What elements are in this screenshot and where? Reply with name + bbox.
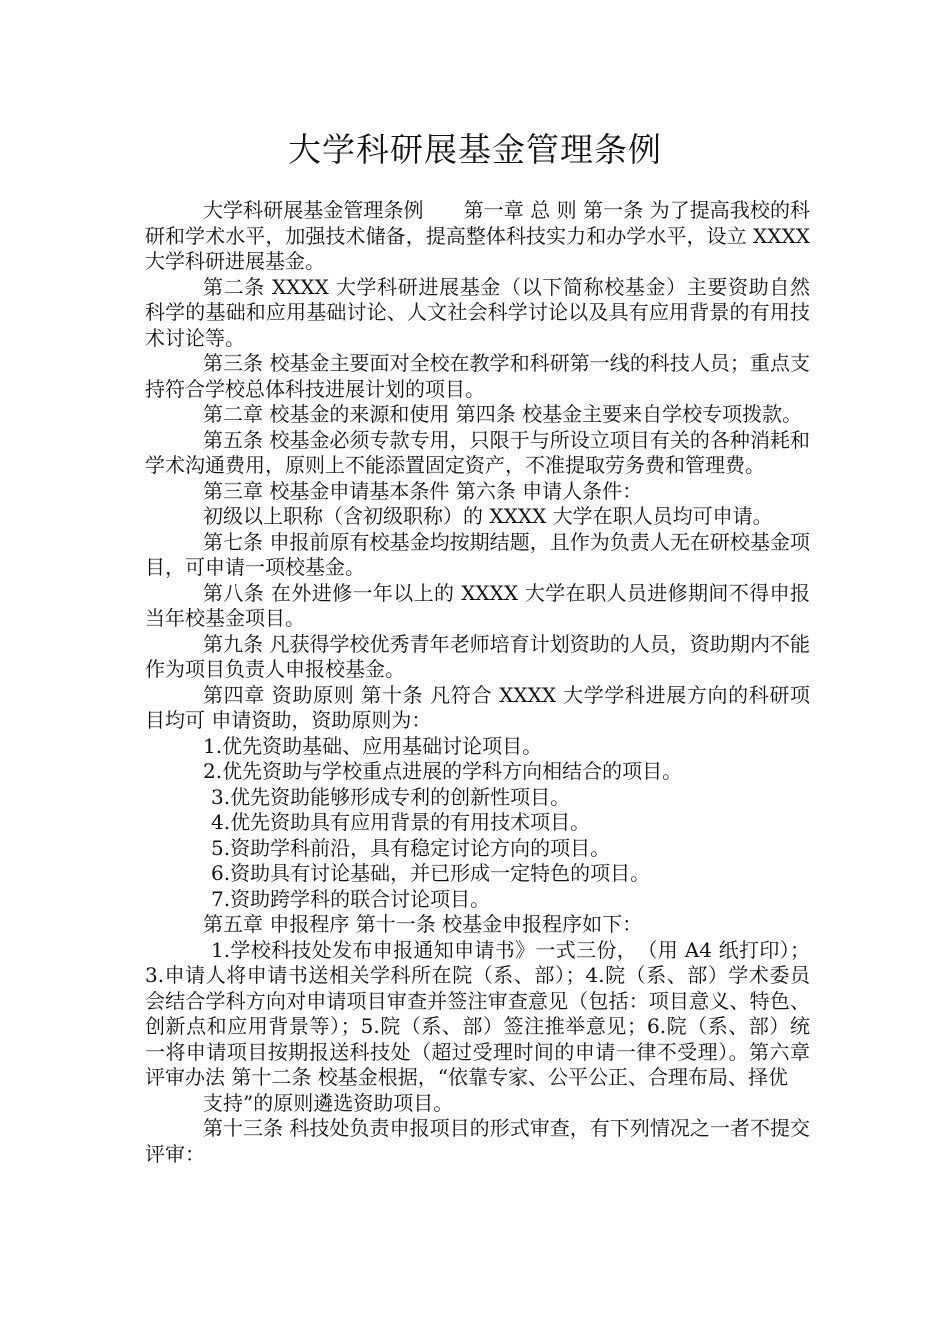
paragraph: 第二条 XXXX 大学科研进展基金（以下简称校基金）主要资助自然科学的基础和应用基础讨论、人文社会科学讨论以及具有应用背景的有用技术讨论等。 — [145, 274, 810, 350]
paragraph: 支持”的原则遴选资助项目。 — [203, 1090, 454, 1115]
document-body — [145, 198, 810, 1167]
paragraph: 第七条 申报前原有校基金均按期结题，且作为负责人无在研校基金项目，可申请一项校基金。 — [145, 529, 810, 579]
paragraph: 第三条 校基金主要面对全校在教学和科研第一线的科技人员；重点支持符合学校总体科技进展计划的项目。 — [145, 351, 810, 401]
paragraph: 初级以上职称（含初级职称）的 XXXX 大学在职人员均可申请。 — [203, 504, 773, 528]
document-title: 大学科研展基金管理条例 — [288, 130, 662, 169]
paragraph: 第四章 资助原则 第十条 凡符合 XXXX 大学学科进展方向的科研项目均可 申请资助，资助原则为： — [145, 682, 810, 732]
paragraph: 1.学校科技处发布申报通知申请书》一式三份， （用 A4 纸打印）；3.申请人将申请书送相关学科所在院（系、部）；4.院（系、部）学术委员会结合学科方向对申请项目审查并签注审查意见（包括：项目意义、特色、创新点和应用背景等）；5.院（系、部）签注推举意见；6.院（系、部）统一将申请项目按期报送科技处（超过受理时间的申请一律不受理）。第六章 评审办法 第十二条 校基金根据，“依靠专家、公平公正、合理布局、择优 — [145, 937, 810, 1089]
list-item: 3.优先资助能够形成专利的创新性项目。 — [211, 784, 571, 809]
paragraph: 第九条 凡获得学校优秀青年老师培育计划资助的人员，资助期内不能作为项目负责人申报校基金。 — [145, 631, 810, 681]
list-item: 6.资助具有讨论基础，并已形成一定特色的项目。 — [211, 861, 651, 885]
list-item: 1.优先资助基础、应用基础讨论项目。 — [203, 733, 543, 758]
list-item: 7.资助跨学科的联合讨论项目。 — [211, 886, 491, 911]
paragraph: 第五章 申报程序 第十一条 校基金申报程序如下： — [203, 912, 643, 936]
paragraph: 大学科研展基金管理条例 第一章 总 则 第一条 为了提高我校的科研和学术水平，加强技术储备，提高整体科技实力和办学水平，设立 XXXX 大学科研进展基金。 — [145, 198, 810, 273]
paragraph: 第十三条 科技处负责申报项目的形式审查，有下列情况之一者不提交评审： — [145, 1116, 810, 1166]
list-item: 5.资助学科前沿，具有稳定讨论方向的项目。 — [211, 835, 611, 860]
paragraph: 第三章 校基金申请基本条件 第六条 申请人条件： — [203, 478, 643, 503]
list-item: 4.优先资助具有应用背景的有用技术项目。 — [211, 810, 591, 834]
paragraph: 第五条 校基金必须专款专用，只限于与所设立项目有关的各种消耗和学术沟通费用，原则上不能添置固定资产，不准提取劳务费和管理费。 — [145, 427, 810, 477]
paragraph: 第二章 校基金的来源和使用 第四条 校基金主要来自学校专项拨款。 — [203, 402, 803, 426]
paragraph: 第八条 在外进修一年以上的 XXXX 大学在职人员进修期间不得申报当年校基金项目。 — [145, 580, 810, 630]
list-item: 2.优先资助与学校重点进展的学科方向相结合的项目。 — [203, 759, 683, 783]
